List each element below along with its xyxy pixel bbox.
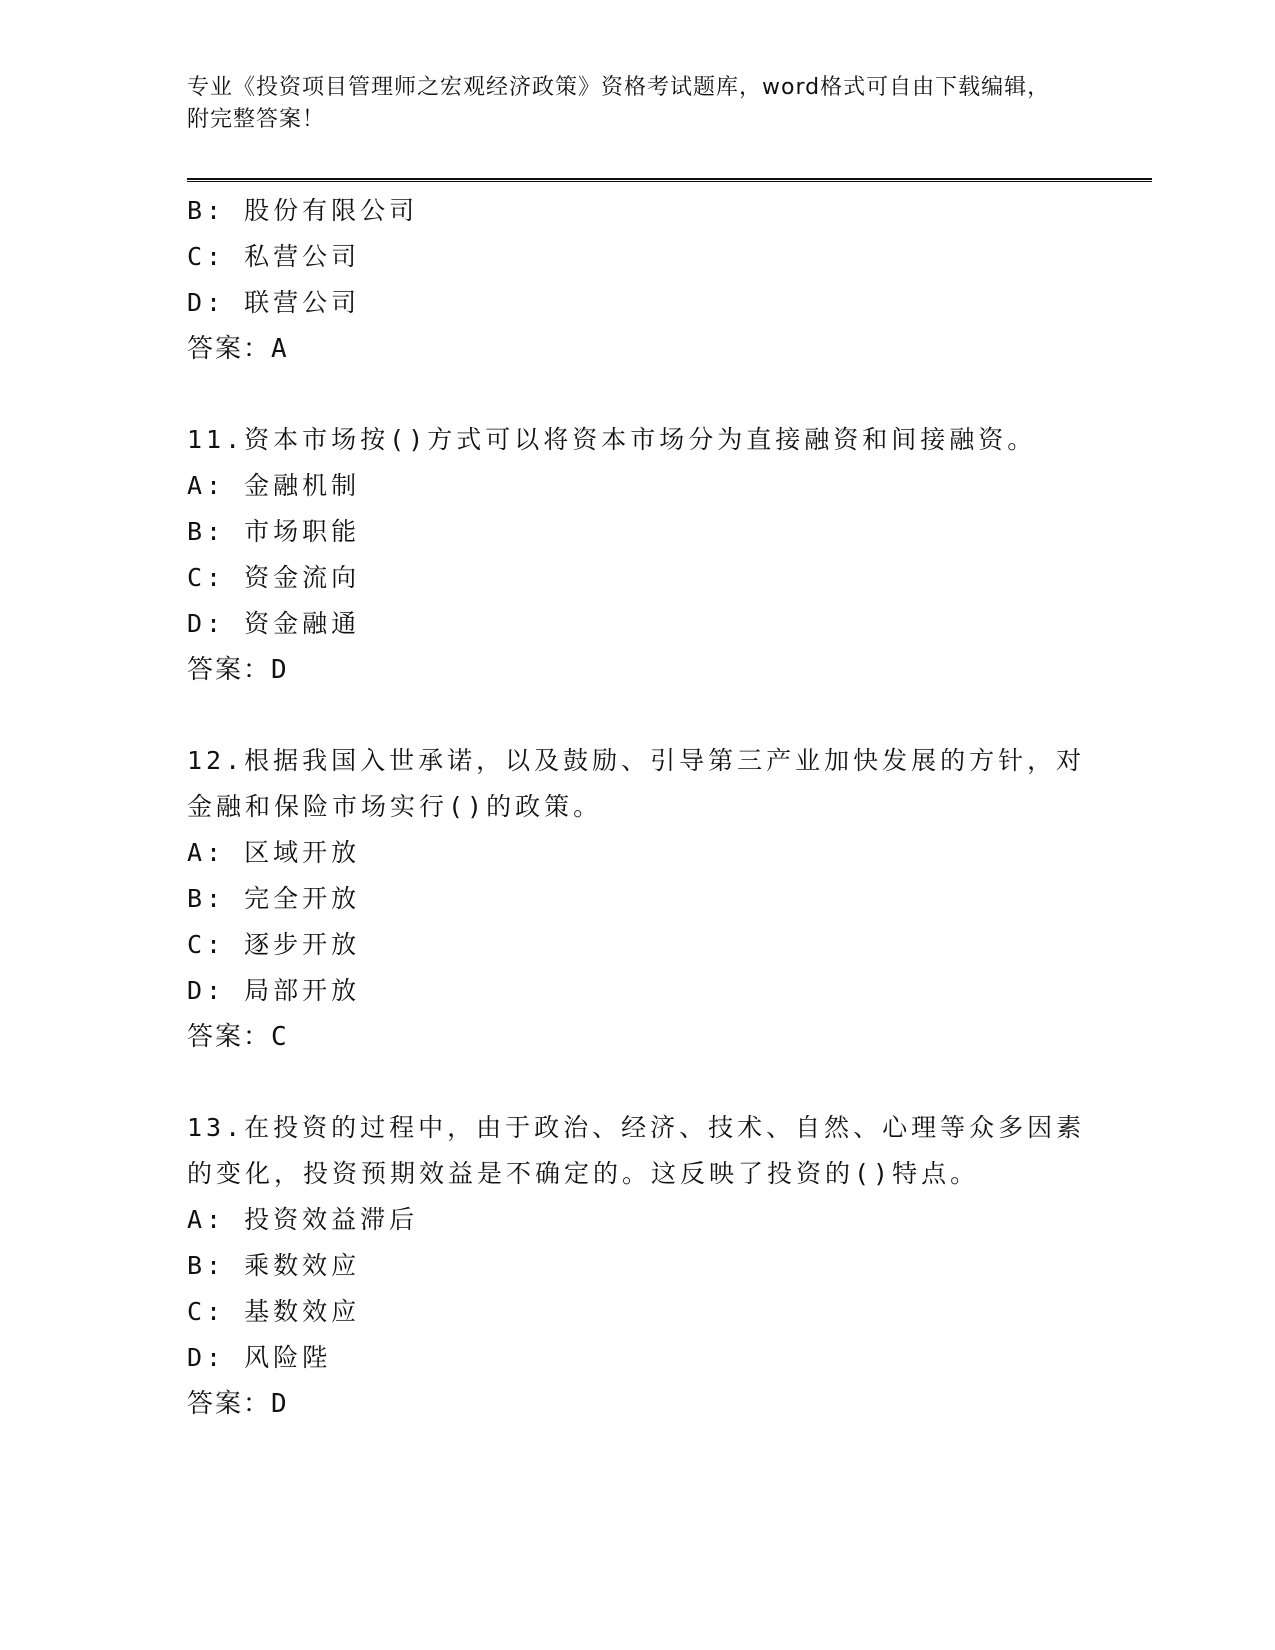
question-11 xyxy=(187,417,1087,693)
option-c: C: 基数效应 xyxy=(187,1297,361,1326)
option-d: D: 局部开放 xyxy=(187,976,361,1005)
option-d: D: 资金融通 xyxy=(187,609,361,638)
question-content xyxy=(187,188,1087,1427)
option-a: A: 投资效益滞后 xyxy=(187,1205,419,1234)
answer-line: 答案：D xyxy=(187,655,289,685)
option-b: B: 市场职能 xyxy=(187,517,361,546)
question-stem: 12.根据我国入世承诺，以及鼓励、引导第三产业加快发展的方针，对金融和保险市场实行()的政策。 xyxy=(187,746,1086,821)
answer-line: 答案：C xyxy=(187,1022,289,1052)
question-12 xyxy=(187,738,1087,1060)
document-header: 专业《投资项目管理师之宏观经济政策》资格考试题库，word格式可自由下载编辑，附完整答案！ xyxy=(187,75,1051,132)
option-b: B: 乘数效应 xyxy=(187,1251,361,1280)
option-c: C: 资金流向 xyxy=(187,563,361,592)
question-10-tail xyxy=(187,188,1087,372)
option-d: D: 联营公司 xyxy=(187,288,361,317)
question-stem: 11.资本市场按()方式可以将资本市场分为直接融资和间接融资。 xyxy=(187,425,1037,454)
answer-line: 答案：D xyxy=(187,1389,289,1419)
question-stem: 13.在投资的过程中，由于政治、经济、技术、自然、心理等众多因素的变化，投资预期效益是不确定的。这反映了投资的()特点。 xyxy=(187,1113,1086,1188)
option-d: D: 风险陛 xyxy=(187,1343,332,1372)
answer-line: 答案：A xyxy=(187,334,289,364)
header-divider xyxy=(187,178,1152,182)
option-b: B: 完全开放 xyxy=(187,884,361,913)
option-b: B: 股份有限公司 xyxy=(187,196,419,225)
question-13 xyxy=(187,1105,1087,1427)
option-a: A: 区域开放 xyxy=(187,838,361,867)
option-a: A: 金融机制 xyxy=(187,471,361,500)
option-c: C: 私营公司 xyxy=(187,242,361,271)
option-c: C: 逐步开放 xyxy=(187,930,361,959)
